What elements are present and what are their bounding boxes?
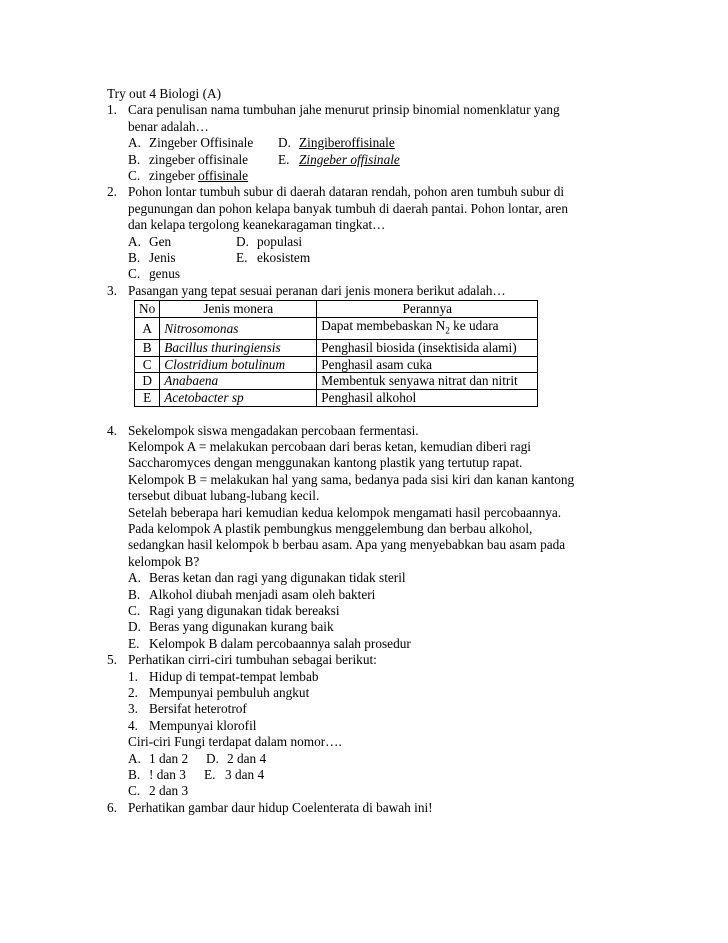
question-stem: Pasangan yang tepat sesuai peranan dari jenis monera berikut adalah… — [128, 282, 506, 298]
question-body-line: Setelah beberapa hari kemudian kedua kelompok mengamati hasil percobaannya. — [128, 504, 562, 520]
exam-page — [107, 86, 627, 816]
option-e: E. Zingeber offisinale — [278, 151, 400, 167]
option-c: C. 2 dan 3 — [128, 783, 189, 799]
question-stem: benar adalah… — [128, 118, 209, 134]
option-c: C. zingeber offisinale — [128, 168, 249, 184]
question-number: 1. — [107, 102, 117, 118]
question-number: 6. — [107, 799, 117, 815]
option-row — [128, 152, 627, 168]
question-stem: Pohon lontar tumbuh subur di daerah dataran rendah, pohon aren tumbuh subur di — [128, 184, 565, 200]
option-e: E. 3 dan 4 — [204, 767, 265, 783]
option-row — [128, 751, 627, 767]
question-body-line: tersebut dibuat lubang-lubang kecil. — [128, 488, 320, 504]
table-row: B Bacillus thuringiensis Penghasil biosida (insektisida alami) — [135, 340, 538, 357]
option-c: C. Ragi yang digunakan tidak bereaksi — [128, 602, 340, 618]
option-a: A. Gen — [128, 233, 172, 249]
option-row — [128, 234, 627, 250]
question-number: 2. — [107, 184, 117, 200]
option-d: D. Zingiberoffisinale — [278, 135, 395, 151]
table-row: D Anabaena Membentuk senyawa nitrat dan nitrit — [135, 373, 538, 390]
question-1 — [107, 102, 627, 184]
question-number: 5. — [107, 652, 117, 668]
list-item: 3. Bersifat heterotrof — [128, 701, 247, 717]
question-number: 4. — [107, 422, 117, 438]
option-b: B. Alkohol diubah menjadi asam oleh bakteri — [128, 586, 376, 602]
question-prompt: Ciri-ciri Fungi terdapat dalam nomor…. — [128, 734, 342, 750]
option-b: B. zingeber offisinale — [128, 151, 249, 167]
header-perannya: Perannya — [317, 301, 538, 318]
option-row — [128, 250, 627, 266]
question-4 — [107, 423, 627, 653]
option-c: C. genus — [128, 266, 181, 282]
option-b: B. Jenis — [128, 250, 176, 266]
question-number: 3. — [107, 282, 117, 298]
question-body-line: kelompok B? — [128, 553, 200, 569]
question-stem: Perhatikan gambar daur hidup Coelenterata di bawah ini! — [128, 799, 433, 815]
question-5 — [107, 652, 627, 800]
question-body-line: Kelompok A = melakukan percobaan dari beras ketan, kemudian diberi ragi — [128, 438, 531, 454]
option-a: A. Beras ketan dan ragi yang digunakan tidak steril — [128, 570, 406, 586]
question-body-line: Kelompok B = melakukan hal yang sama, bedanya pada sisi kiri dan kanan kantong — [128, 471, 575, 487]
question-body-line: sedangkan hasil kelompok b berbau asam. Apa yang menyebabkan bau asam pada — [128, 537, 566, 553]
question-6 — [107, 800, 627, 816]
question-stem: dan kelapa tergolong keanekaragaman tingkat… — [128, 217, 386, 233]
question-stem: pegunungan dan pohon kelapa banyak tumbuh di daerah pantai. Pohon lontar, aren — [128, 200, 568, 216]
page-title: Try out 4 Biologi (A) — [107, 86, 222, 101]
table-header-row — [135, 301, 538, 318]
spacer — [107, 407, 627, 423]
question-stem: Cara penulisan nama tumbuhan jahe menurut prinsip binomial nomenklatur yang — [128, 102, 560, 118]
option-e: E. Kelompok B dalam percobaannya salah prosedur — [128, 635, 411, 651]
list-item: 2. Mempunyai pembuluh angkut — [128, 685, 310, 700]
option-d: D. populasi — [236, 233, 303, 249]
option-e: E. ekosistem — [236, 250, 311, 266]
monera-table — [134, 300, 538, 406]
option-row — [128, 767, 627, 783]
table-row: E Acetobacter sp Penghasil alkohol — [135, 389, 538, 406]
list-item: 1. Hidup di tempat-tempat lembab — [128, 668, 319, 684]
question-2 — [107, 184, 627, 282]
option-a: A. 1 dan 2 — [128, 750, 189, 766]
option-a: A. Zingeber Offisinale — [128, 135, 254, 151]
question-body-line: Pada kelompok A plastik pembungkus menggelembung dan berbau alkohol, — [128, 520, 533, 536]
table-row: C Clostridium botulinum Penghasil asam cuka — [135, 356, 538, 373]
table-row: A Nitrosomonas Dapat membebaskan $N_2$ ke udara — [135, 317, 538, 339]
option-d: D. 2 dan 4 — [206, 750, 267, 766]
question-body-line: Saccharomyces dengan menggunakan kantong plastik yang tertutup rapat. — [128, 455, 523, 471]
header-jenis-monera: Jenis monera — [160, 301, 317, 318]
question-stem: Sekelompok siswa mengadakan percobaan fermentasi. — [128, 422, 419, 438]
list-item: 4. Mempunyai klorofil — [128, 717, 257, 733]
option-d: D. Beras yang digunakan kurang baik — [128, 619, 334, 635]
question-stem: Perhatikan cirri-ciri tumbuhan sebagai berikut: — [128, 652, 377, 668]
option-b: B. ! dan 3 — [128, 767, 186, 783]
header-no: No — [135, 301, 160, 318]
question-3 — [107, 283, 627, 407]
option-row — [128, 135, 627, 151]
